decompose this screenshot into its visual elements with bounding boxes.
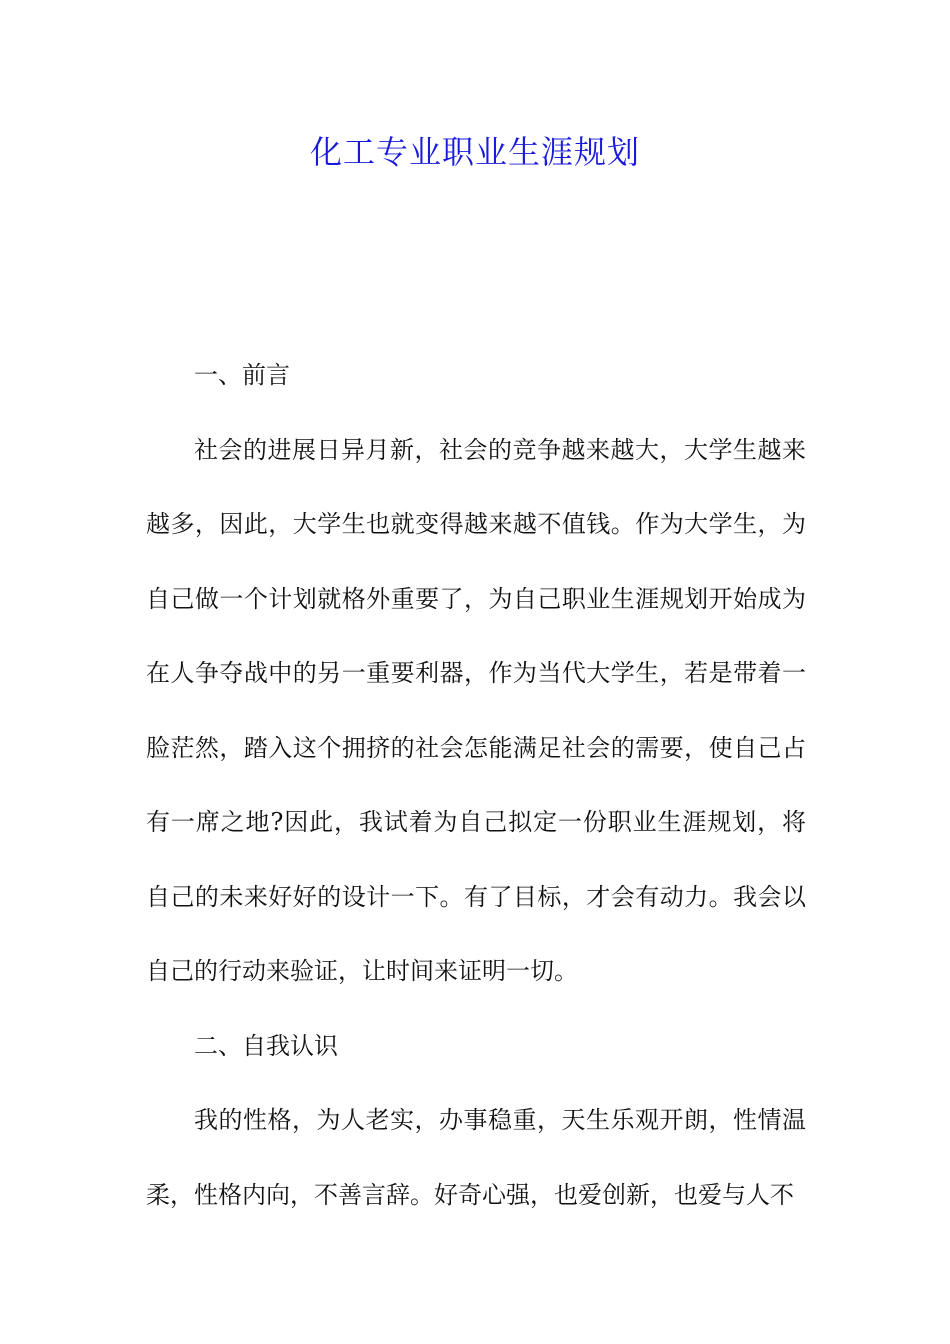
section-heading-self-awareness: 二、自我认识 <box>194 1031 338 1060</box>
section-paragraph-preface: 社会的进展日异月新，社会的竞争越来越大，大学生越来越多，因此，大学生也就变得越来越不值钱。作为大学生，为自己做一个计划就格外重要了，为自己职业生涯规划开始成为在人争夺战中的另一重要利器，作为当代大学生，若是带着一脸茫然，踏入这个拥挤的社会怎能满足社会的需要，使自己占有一席之地?因此，我试着为自己拟定一份职业生涯规划，将自己的未来好好的设计一下。有了目标，才会有动力。我会以自己的行动来验证，让时间来证明一切。 <box>146 435 806 985</box>
page-title: 化工专业职业生涯规划 <box>309 133 640 171</box>
section-paragraph-self-awareness: 我的性格，为人老实，办事稳重，天生乐观开朗，性情温柔，性格内向，不善言辞。好奇心强，也爱创新，也爱与人不 <box>146 1106 806 1209</box>
document-body <box>146 338 806 1232</box>
section-heading-preface: 一、前言 <box>194 361 290 389</box>
